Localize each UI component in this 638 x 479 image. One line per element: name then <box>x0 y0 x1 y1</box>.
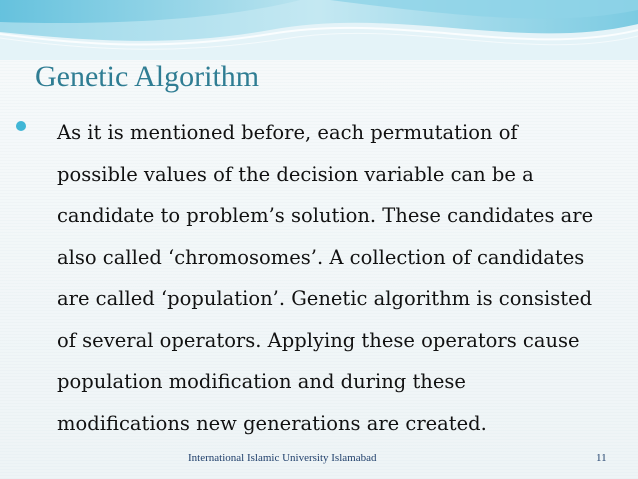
bullet-line: population modification and during these <box>57 370 466 393</box>
bullet-line: of several operators. Applying these operators cause <box>57 328 580 352</box>
bullet-line: also called ‘chromosomes’. A collection of candidates <box>57 245 585 269</box>
bullet-line: are called ‘population’. Genetic algorithm is consisted <box>57 287 593 310</box>
bullet-text <box>16 112 608 444</box>
page-number: 11 <box>596 452 607 464</box>
slide-title: Genetic Algorithm <box>35 60 260 93</box>
bullet-line: As it is mentioned before, each permutation of <box>57 121 518 144</box>
slide-footer <box>0 452 638 470</box>
footer-institution: International Islamic University Islamabad <box>188 452 377 464</box>
bullet-line: candidate to problem’s solution. These candidates are <box>57 204 594 227</box>
header-wave-decoration <box>0 0 638 60</box>
bullet-line: possible values of the decision variable can be a <box>57 162 534 186</box>
bullet-line: modifications new generations are created. <box>57 411 487 435</box>
